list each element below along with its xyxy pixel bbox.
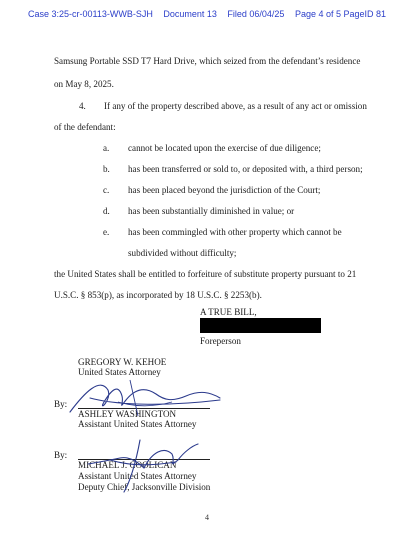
page-number: 4 [205,513,209,522]
assistant-attorney-title: Assistant United States Attorney [78,419,197,429]
body-line: on May 8, 2025. [54,79,114,89]
body-line: U.S.C. § 853(p), as incorporated by 18 U.S.C. § 2253(b). [54,290,262,300]
filed-date: Filed 06/04/25 [227,9,285,19]
list-item: has been placed beyond the jurisdiction of the Court; [128,185,321,195]
deputy-chief-title: Assistant United States Attorney [78,471,197,481]
handwritten-signature [80,432,220,494]
case-number: Case 3:25-cr-00113-WWB-SJH [27,9,153,19]
court-filing-header [0,9,414,19]
handwritten-signature [60,372,240,422]
paragraph-number: 4. [79,101,86,111]
list-item: has been commingled with other property which cannot be [128,227,342,237]
body-line: the United States shall be entitled to forfeiture of substitute property pursuant to 21 [54,269,357,279]
body-line: If any of the property described above, as a result of any act or omission [104,101,367,111]
list-item: cannot be located upon the exercise of due diligence; [128,143,321,153]
true-bill-title: A TRUE BILL, [200,307,257,317]
list-item-letter: d. [103,206,110,216]
document-number: Document 13 [163,9,217,19]
body-line: Samsung Portable SSD T7 Hard Drive, which seized from the defendant’s residence [54,56,361,66]
by-label: By: [54,399,68,409]
list-item: has been transferred or sold to, or deposited with, a third person; [128,164,363,174]
redacted-signature-block [200,318,321,333]
deputy-chief-division: Deputy Chief, Jacksonville Division [78,482,211,492]
foreperson-label: Foreperson [200,336,241,346]
deputy-chief-name: MICHAEL J. COOLICAN [78,460,177,470]
list-item: has been substantially diminished in value; or [128,206,295,216]
list-item-letter: b. [103,164,110,174]
list-item-letter: e. [103,227,110,237]
attorney-title: United States Attorney [78,367,161,377]
list-item-letter: c. [103,185,110,195]
attorney-name: GREGORY W. KEHOE [78,357,167,367]
list-item-letter: a. [103,143,110,153]
page-id: Page 4 of 5 PageID 81 [294,9,387,19]
body-line: of the defendant: [54,122,116,132]
by-label: By: [54,450,68,460]
list-item-continuation: subdivided without difficulty; [128,248,237,258]
assistant-attorney-name: ASHLEY WASHINGTON [78,409,177,419]
